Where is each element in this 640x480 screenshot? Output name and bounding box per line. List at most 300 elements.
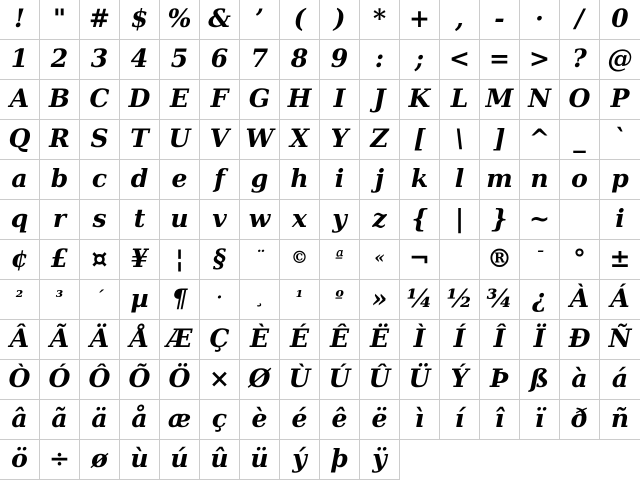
- glyph: w: [248, 204, 271, 233]
- glyph: §: [212, 244, 227, 273]
- glyph-cell: [360, 80, 400, 120]
- glyph-cell: [360, 40, 400, 80]
- glyph-cell: [160, 160, 200, 200]
- glyph: W: [245, 124, 274, 153]
- glyph-cell: [520, 120, 560, 160]
- glyph-cell: [560, 200, 600, 240]
- glyph: B: [48, 84, 71, 113]
- glyph-cell: [400, 240, 440, 280]
- glyph: 2: [50, 44, 69, 73]
- glyph-cell: [160, 360, 200, 400]
- glyph: :: [374, 44, 385, 73]
- glyph: y: [332, 204, 347, 233]
- glyph: ü: [250, 444, 269, 473]
- glyph-cell: [120, 200, 160, 240]
- glyph: ¯: [535, 248, 544, 268]
- glyph-cell: [160, 0, 200, 40]
- glyph: (: [293, 4, 306, 33]
- glyph: Ë: [369, 324, 390, 353]
- glyph: â: [11, 404, 28, 433]
- glyph: =: [489, 44, 510, 73]
- glyph: R: [49, 124, 70, 153]
- glyph-cell: [320, 320, 360, 360]
- glyph: ï: [534, 404, 545, 433]
- glyph: á: [611, 364, 629, 393]
- glyph-cell: [560, 400, 600, 440]
- glyph-cell: [560, 240, 600, 280]
- glyph: g: [250, 164, 269, 193]
- glyph-cell: [440, 0, 480, 40]
- glyph: `: [613, 124, 627, 153]
- glyph: 4: [130, 44, 149, 73]
- glyph: @: [607, 44, 633, 73]
- glyph: s: [92, 204, 107, 233]
- glyph-cell: [80, 40, 120, 80]
- glyph: Ò: [8, 364, 31, 393]
- glyph-cell: [0, 360, 40, 400]
- glyph: z: [372, 204, 387, 233]
- glyph-cell: [320, 200, 360, 240]
- glyph: l: [454, 164, 465, 193]
- glyph: ¤: [91, 244, 108, 273]
- glyph-cell: [280, 200, 320, 240]
- glyph-cell: [80, 440, 120, 480]
- glyph-cell: [80, 320, 120, 360]
- glyph: Q: [8, 124, 31, 153]
- glyph: i: [615, 204, 625, 233]
- glyph: ]: [493, 124, 506, 153]
- glyph-cell: [0, 400, 40, 440]
- glyph-cell: [160, 240, 200, 280]
- glyph: A: [9, 84, 30, 113]
- glyph-cell: [320, 0, 360, 40]
- glyph: 3: [90, 44, 109, 73]
- glyph: ¬: [409, 244, 430, 273]
- glyph-cell: [520, 200, 560, 240]
- glyph: [: [413, 124, 426, 153]
- glyph: ð: [571, 404, 588, 433]
- glyph: è: [251, 404, 268, 433]
- glyph-cell: [560, 280, 600, 320]
- glyph: ø: [91, 444, 108, 473]
- glyph-cell: [480, 120, 520, 160]
- glyph-cell: [600, 200, 640, 240]
- glyph: ×: [209, 364, 230, 393]
- glyph-cell: [360, 440, 400, 480]
- glyph: N: [528, 84, 551, 113]
- glyph-cell: [280, 40, 320, 80]
- glyph: ¾: [486, 284, 513, 313]
- glyph-cell: [320, 120, 360, 160]
- glyph-cell: [200, 80, 240, 120]
- glyph: 5: [170, 44, 189, 73]
- glyph: µ: [130, 284, 149, 313]
- glyph-cell: [200, 120, 240, 160]
- glyph-cell-empty: [560, 440, 600, 480]
- glyph: a: [11, 164, 28, 193]
- glyph-cell: [0, 0, 40, 40]
- glyph: É: [289, 324, 310, 353]
- glyph: S: [90, 124, 109, 153]
- glyph-cell: [280, 400, 320, 440]
- glyph-cell-empty: [400, 440, 440, 480]
- glyph-cell: [240, 240, 280, 280]
- glyph: ^: [529, 124, 550, 153]
- glyph: Â: [9, 324, 30, 353]
- glyph-cell: [80, 0, 120, 40]
- glyph-cell: [200, 440, 240, 480]
- glyph: i: [334, 164, 345, 193]
- glyph: £: [50, 244, 69, 273]
- glyph: À: [569, 284, 590, 313]
- glyph: Ã: [49, 324, 70, 353]
- glyph-cell: [520, 400, 560, 440]
- glyph-cell: [120, 280, 160, 320]
- glyph: ½: [446, 284, 473, 313]
- glyph-cell: [560, 320, 600, 360]
- glyph: v: [212, 204, 227, 233]
- glyph: Y: [330, 124, 349, 153]
- glyph: b: [50, 164, 69, 193]
- glyph-cell: [120, 160, 160, 200]
- glyph: >: [529, 44, 550, 73]
- glyph-cell: [120, 240, 160, 280]
- glyph: r: [52, 204, 67, 233]
- glyph-cell: [40, 400, 80, 440]
- glyph-cell: [200, 240, 240, 280]
- glyph-cell: [560, 360, 600, 400]
- glyph-cell: [440, 40, 480, 80]
- glyph: í: [454, 404, 465, 433]
- glyph-cell: [320, 160, 360, 200]
- glyph-cell: [160, 40, 200, 80]
- glyph-cell: [600, 400, 640, 440]
- glyph-cell: [0, 320, 40, 360]
- glyph: ì: [414, 404, 425, 433]
- glyph-cell: [0, 280, 40, 320]
- glyph: _: [573, 124, 586, 153]
- glyph: þ: [330, 444, 349, 473]
- glyph: C: [89, 84, 110, 113]
- glyph-cell: [400, 360, 440, 400]
- glyph-cell: [600, 320, 640, 360]
- glyph: *: [372, 4, 387, 33]
- glyph: Î: [493, 324, 506, 353]
- glyph-cell: [560, 40, 600, 80]
- glyph: /: [574, 4, 585, 33]
- glyph: k: [410, 164, 429, 193]
- glyph-cell: [600, 0, 640, 40]
- glyph-cell: [400, 400, 440, 440]
- glyph-cell: [240, 80, 280, 120]
- glyph-cell: [280, 120, 320, 160]
- glyph-cell: [0, 80, 40, 120]
- glyph: ¼: [406, 284, 433, 313]
- glyph: ù: [130, 444, 149, 473]
- glyph-cell: [280, 320, 320, 360]
- glyph-cell: [0, 40, 40, 80]
- glyph: ®: [487, 244, 512, 273]
- glyph: Ä: [89, 324, 110, 353]
- glyph-cell: [80, 400, 120, 440]
- glyph-cell: [240, 200, 280, 240]
- glyph: à: [571, 364, 588, 393]
- glyph-cell: [160, 80, 200, 120]
- glyph: K: [408, 84, 431, 113]
- glyph: E: [169, 84, 190, 113]
- glyph: Ú: [328, 364, 351, 393]
- glyph-cell: [200, 0, 240, 40]
- glyph: ;: [414, 44, 425, 73]
- glyph: Õ: [128, 364, 151, 393]
- glyph: 7: [250, 44, 269, 73]
- glyph-cell: [440, 320, 480, 360]
- glyph-cell: [80, 240, 120, 280]
- glyph-cell: [0, 240, 40, 280]
- glyph-cell: [200, 280, 240, 320]
- glyph-cell: [320, 280, 360, 320]
- glyph-cell: [520, 40, 560, 80]
- glyph: {: [411, 204, 428, 233]
- glyph: »: [371, 284, 388, 313]
- glyph-cell: [240, 160, 280, 200]
- glyph-cell: [440, 400, 480, 440]
- glyph: ¸: [255, 288, 264, 308]
- glyph-cell: [320, 440, 360, 480]
- glyph-cell: [200, 320, 240, 360]
- glyph-cell: [320, 400, 360, 440]
- glyph-cell: [0, 440, 40, 480]
- glyph-cell: [280, 360, 320, 400]
- glyph-cell: [80, 120, 120, 160]
- glyph-cell: [600, 40, 640, 80]
- glyph: e: [171, 164, 188, 193]
- glyph-cell: [600, 160, 640, 200]
- glyph: t: [133, 204, 146, 233]
- glyph: m: [486, 164, 513, 193]
- glyph-cell: [440, 280, 480, 320]
- glyph-cell: [280, 80, 320, 120]
- glyph: j: [374, 164, 385, 193]
- glyph-cell: [560, 120, 600, 160]
- glyph: Ô: [88, 364, 111, 393]
- glyph-cell: [360, 240, 400, 280]
- glyph-cell-empty: [520, 440, 560, 480]
- glyph: Ó: [48, 364, 71, 393]
- glyph-cell: [480, 40, 520, 80]
- glyph: Ì: [413, 324, 426, 353]
- glyph-cell-empty: [440, 440, 480, 480]
- glyph-cell: [440, 360, 480, 400]
- glyph: Á: [610, 284, 630, 313]
- glyph: ã: [51, 404, 68, 433]
- glyph: T: [130, 124, 149, 153]
- glyph-cell: [200, 40, 240, 80]
- glyph: ç: [211, 404, 228, 433]
- glyph: æ: [167, 404, 192, 433]
- glyph-cell: [400, 80, 440, 120]
- glyph: Ç: [209, 324, 230, 353]
- glyph: $: [130, 4, 149, 33]
- glyph: ë: [371, 404, 388, 433]
- glyph: ÷: [49, 444, 70, 473]
- glyph-cell: [520, 80, 560, 120]
- glyph: 1: [10, 44, 29, 73]
- glyph: Å: [129, 324, 150, 353]
- glyph-cell: [440, 120, 480, 160]
- glyph-cell: [480, 280, 520, 320]
- glyph-cell: [400, 120, 440, 160]
- glyph: Ð: [568, 324, 591, 353]
- glyph-cell: [240, 440, 280, 480]
- glyph: ’: [255, 4, 264, 33]
- glyph: Þ: [490, 364, 509, 393]
- glyph-cell: [80, 80, 120, 120]
- glyph-cell: [280, 160, 320, 200]
- glyph-cell: [320, 360, 360, 400]
- glyph: G: [248, 84, 271, 113]
- glyph-cell: [520, 360, 560, 400]
- glyph: ÿ: [372, 444, 387, 473]
- glyph-cell: [160, 280, 200, 320]
- glyph-cell: [480, 360, 520, 400]
- glyph-cell: [40, 280, 80, 320]
- glyph: Ê: [329, 324, 350, 353]
- glyph: Û: [368, 364, 391, 393]
- glyph-cell: [280, 440, 320, 480]
- glyph: ¨: [255, 248, 264, 268]
- glyph-cell: [0, 200, 40, 240]
- glyph-cell-empty: [600, 440, 640, 480]
- glyph-cell: [360, 160, 400, 200]
- glyph-cell: [40, 320, 80, 360]
- glyph-cell: [280, 0, 320, 40]
- glyph: D: [128, 84, 151, 113]
- glyph: ,: [455, 4, 464, 33]
- glyph-cell: [400, 200, 440, 240]
- glyph: ": [52, 4, 67, 33]
- glyph-cell: [240, 120, 280, 160]
- glyph-cell: [40, 200, 80, 240]
- glyph: ?: [572, 44, 587, 73]
- glyph-cell: [400, 320, 440, 360]
- glyph-cell: [40, 80, 80, 120]
- glyph-cell: [360, 120, 400, 160]
- glyph-cell: [40, 360, 80, 400]
- glyph-cell: [240, 280, 280, 320]
- glyph-cell: [80, 160, 120, 200]
- glyph-cell: [400, 40, 440, 80]
- glyph-cell-empty: [480, 440, 520, 480]
- glyph-cell: [200, 160, 240, 200]
- glyph: d: [130, 164, 149, 193]
- glyph: ³: [55, 288, 64, 308]
- glyph: ¿: [532, 284, 547, 313]
- glyph-cell: [360, 0, 400, 40]
- glyph: %: [167, 4, 192, 33]
- glyph-cell: [480, 200, 520, 240]
- glyph-cell: [160, 320, 200, 360]
- glyph: !: [14, 4, 25, 33]
- glyph: o: [571, 164, 588, 193]
- glyph: Æ: [166, 324, 193, 353]
- glyph-cell: [40, 40, 80, 80]
- glyph: û: [210, 444, 229, 473]
- glyph: ß: [530, 364, 549, 393]
- glyph-cell: [480, 400, 520, 440]
- glyph: h: [290, 164, 309, 193]
- glyph: ¹: [295, 288, 304, 308]
- glyph: P: [610, 84, 630, 113]
- glyph: H: [287, 84, 312, 113]
- glyph-cell: [160, 440, 200, 480]
- glyph-cell: [80, 360, 120, 400]
- glyph-cell: [240, 0, 280, 40]
- glyph-cell: [240, 400, 280, 440]
- glyph: [456, 250, 463, 267]
- glyph-cell: [120, 40, 160, 80]
- glyph: L: [450, 84, 469, 113]
- glyph-cell: [520, 0, 560, 40]
- glyph-cell: [120, 400, 160, 440]
- glyph: U: [168, 124, 191, 153]
- glyph: ´: [95, 288, 104, 308]
- glyph-cell: [400, 0, 440, 40]
- glyph: c: [91, 164, 108, 193]
- glyph-cell: [440, 160, 480, 200]
- glyph: ý: [292, 444, 307, 473]
- glyph: ª: [335, 248, 344, 268]
- glyph-cell: [120, 80, 160, 120]
- glyph: °: [573, 244, 586, 273]
- glyph: #: [89, 4, 110, 33]
- glyph-cell: [40, 240, 80, 280]
- glyph: \: [454, 124, 465, 153]
- glyph: Ù: [288, 364, 311, 393]
- glyph-cell: [80, 280, 120, 320]
- glyph: ê: [331, 404, 348, 433]
- glyph-cell: [320, 40, 360, 80]
- glyph-cell: [520, 240, 560, 280]
- glyph-cell: [240, 360, 280, 400]
- glyph: x: [292, 204, 307, 233]
- glyph-cell: [240, 320, 280, 360]
- glyph-cell: [480, 0, 520, 40]
- glyph-cell: [240, 40, 280, 80]
- glyph: ©: [291, 248, 308, 268]
- glyph: ²: [15, 288, 24, 308]
- glyph: J: [373, 84, 386, 113]
- glyph-cell: [0, 120, 40, 160]
- glyph-cell: [400, 160, 440, 200]
- glyph-cell: [160, 200, 200, 240]
- glyph: º: [335, 288, 344, 308]
- glyph-cell: [360, 360, 400, 400]
- glyph-cell: [600, 360, 640, 400]
- glyph: p: [611, 164, 629, 193]
- glyph-cell: [360, 320, 400, 360]
- glyph-cell: [480, 320, 520, 360]
- glyph-cell: [440, 240, 480, 280]
- glyph: é: [291, 404, 308, 433]
- glyph-cell: [120, 320, 160, 360]
- glyph-cell: [200, 200, 240, 240]
- glyph: ¦: [174, 244, 185, 273]
- glyph: <: [449, 44, 470, 73]
- glyph: ~: [529, 204, 550, 233]
- glyph-cell: [600, 240, 640, 280]
- glyph: u: [170, 204, 189, 233]
